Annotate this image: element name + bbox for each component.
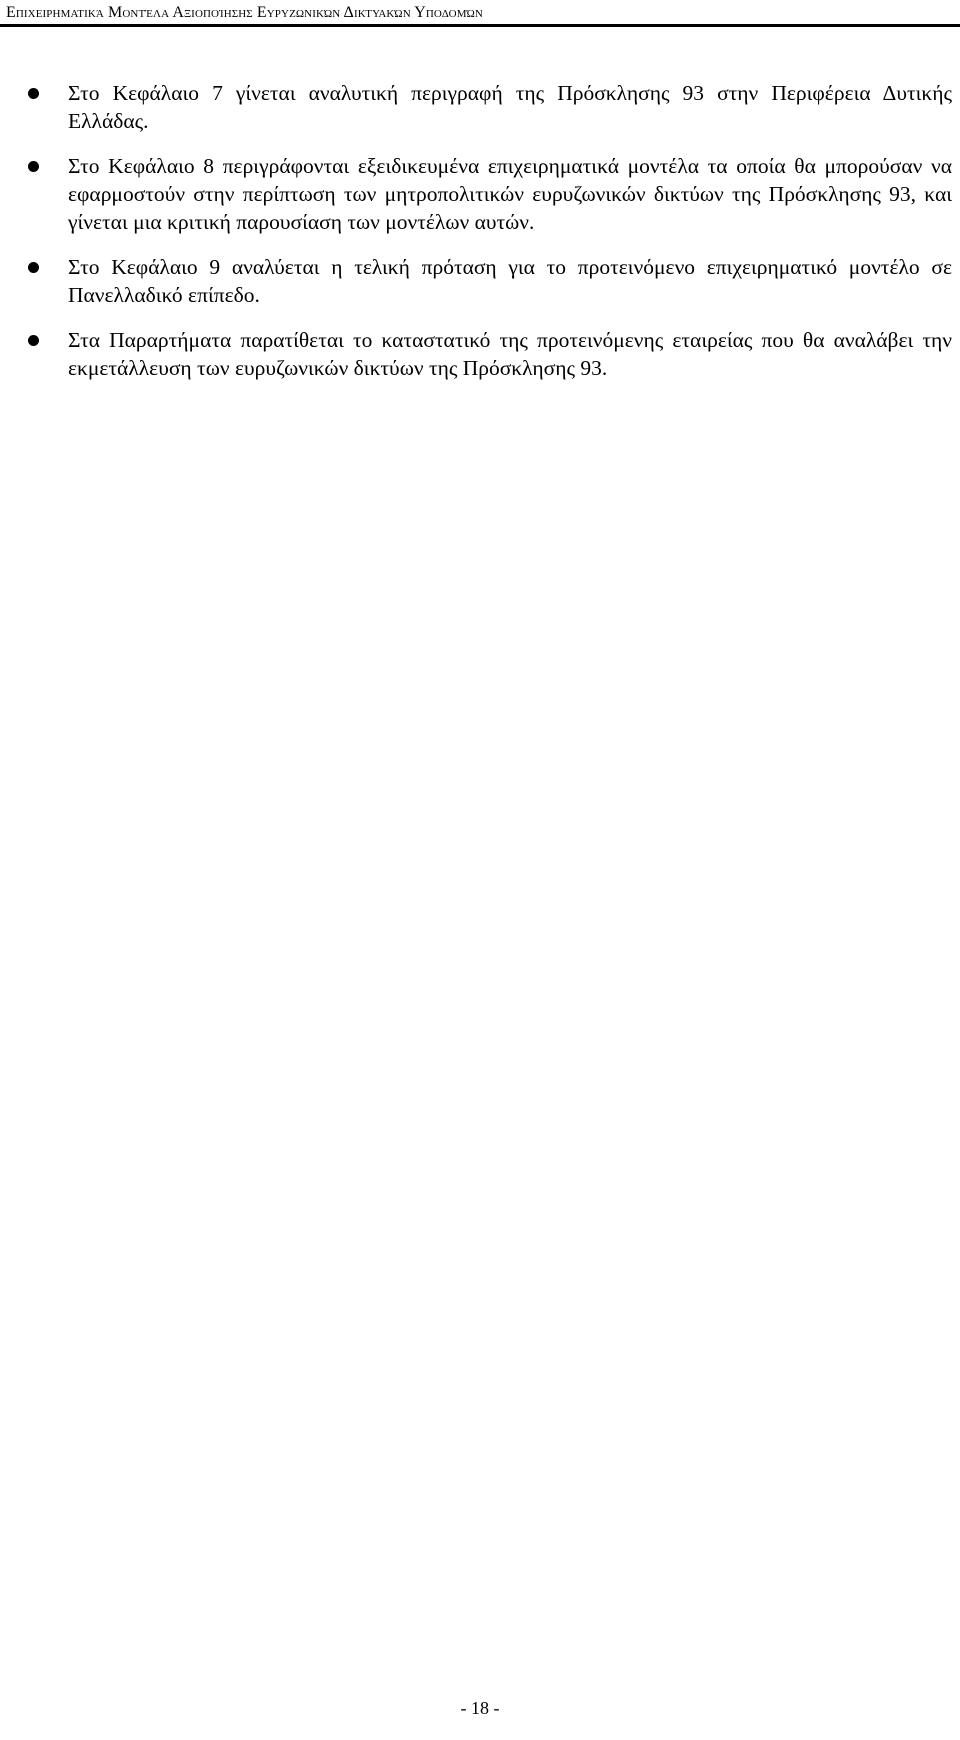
- bullet-icon: [28, 161, 39, 172]
- list-item-text: Στο Κεφάλαιο 8 περιγράφονται εξειδικευμένα επιχειρηματικά μοντέλα τα οποία θα μπορούσαν να εφαρμοστούν στην περίπτωση των μητροπολιτικών ευρυζωνικών δικτύων της Πρόσκλησης 93, και γίνεται μια κριτική παρουσίαση των μοντέλων αυτών.: [68, 154, 952, 234]
- page-number: - 18 -: [460, 1698, 500, 1718]
- list-item: [0, 152, 960, 236]
- bullet-icon: [28, 335, 39, 346]
- bullet-icon: [28, 262, 39, 273]
- list-item: [0, 253, 960, 309]
- list-item-text: Στα Παραρτήματα παρατίθεται το καταστατικό της προτεινόμενης εταιρείας που θα αναλάβει την εκμετάλλευση των ευρυζωνικών δικτύων της Πρόσκλησης 93.: [68, 328, 952, 380]
- list-item-text: Στο Κεφάλαιο 9 αναλύεται η τελική πρόταση για το προτεινόμενο επιχειρηματικό μοντέλο σε Πανελλαδικό επίπεδο.: [68, 255, 952, 307]
- chapter-summary-list: [0, 79, 960, 399]
- bullet-icon: [28, 88, 39, 99]
- list-item: [0, 79, 960, 135]
- list-item: [0, 326, 960, 382]
- list-item-text: Στο Κεφάλαιο 7 γίνεται αναλυτική περιγραφή της Πρόσκλησης 93 στην Περιφέρεια Δυτικής Ελλάδας.: [68, 81, 952, 133]
- running-header-title: Επιχειρηματικά Μοντέλα Αξιοποίησης Ευρυζωνικών Δικτυακών Υποδομών: [6, 4, 483, 21]
- header-rule: [0, 24, 960, 27]
